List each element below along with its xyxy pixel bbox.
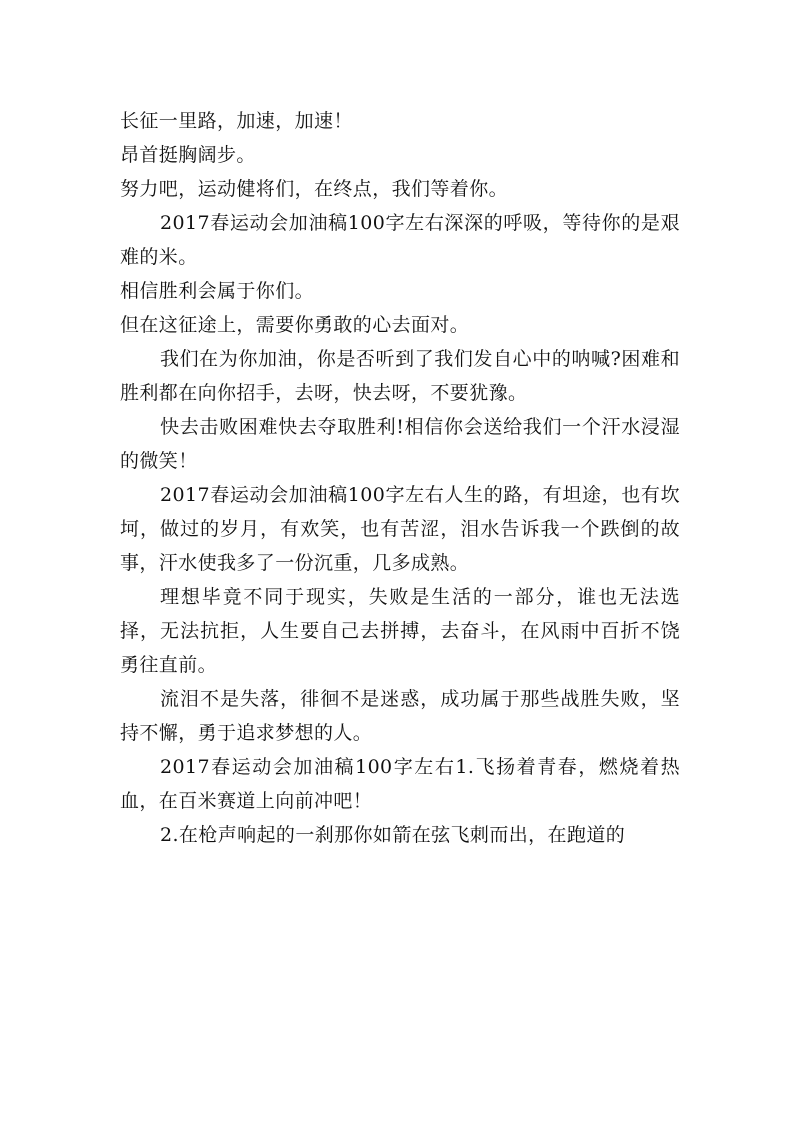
paragraph: 努力吧，运动健将们，在终点，我们等着你。 <box>120 178 509 200</box>
paragraph: 长征一里路，加速，加速！ <box>120 110 353 132</box>
paragraph: 我们在为你加油，你是否听到了我们发自心中的呐喊?困难和胜利都在向你招手，去呀，快去呀，不要犹豫。 <box>120 348 680 404</box>
document-body <box>120 104 680 852</box>
paragraph: 2017春运动会加油稿100字左右深深的呼吸，等待你的是艰难的米。 <box>120 212 680 268</box>
paragraph: 快去击败困难快去夺取胜利!相信你会送给我们一个汗水浸湿的微笑！ <box>120 416 680 472</box>
paragraph: 相信胜利会属于你们。 <box>120 280 315 302</box>
paragraph: 流泪不是失落，徘徊不是迷惑，成功属于那些战胜失败，坚持不懈，勇于追求梦想的人。 <box>120 688 680 744</box>
paragraph: 昂首挺胸阔步。 <box>120 144 256 166</box>
paragraph: 理想毕竟不同于现实，失败是生活的一部分，谁也无法选择，无法抗拒，人生要自己去拼搏，去奋斗，在风雨中百折不饶勇往直前。 <box>120 586 680 676</box>
paragraph: 2017春运动会加油稿100字左右1.飞扬着青春，燃烧着热血，在百米赛道上向前冲吧！ <box>120 756 680 812</box>
paragraph: 2.在枪声响起的一刹那你如箭在弦飞刺而出，在跑道的 <box>160 824 626 846</box>
paragraph: 但在这征途上，需要你勇敢的心去面对。 <box>120 314 470 336</box>
paragraph: 2017春运动会加油稿100字左右人生的路，有坦途，也有坎坷，做过的岁月，有欢笑，也有苦涩，泪水告诉我一个跌倒的故事，汗水使我多了一份沉重，几多成熟。 <box>120 484 680 574</box>
